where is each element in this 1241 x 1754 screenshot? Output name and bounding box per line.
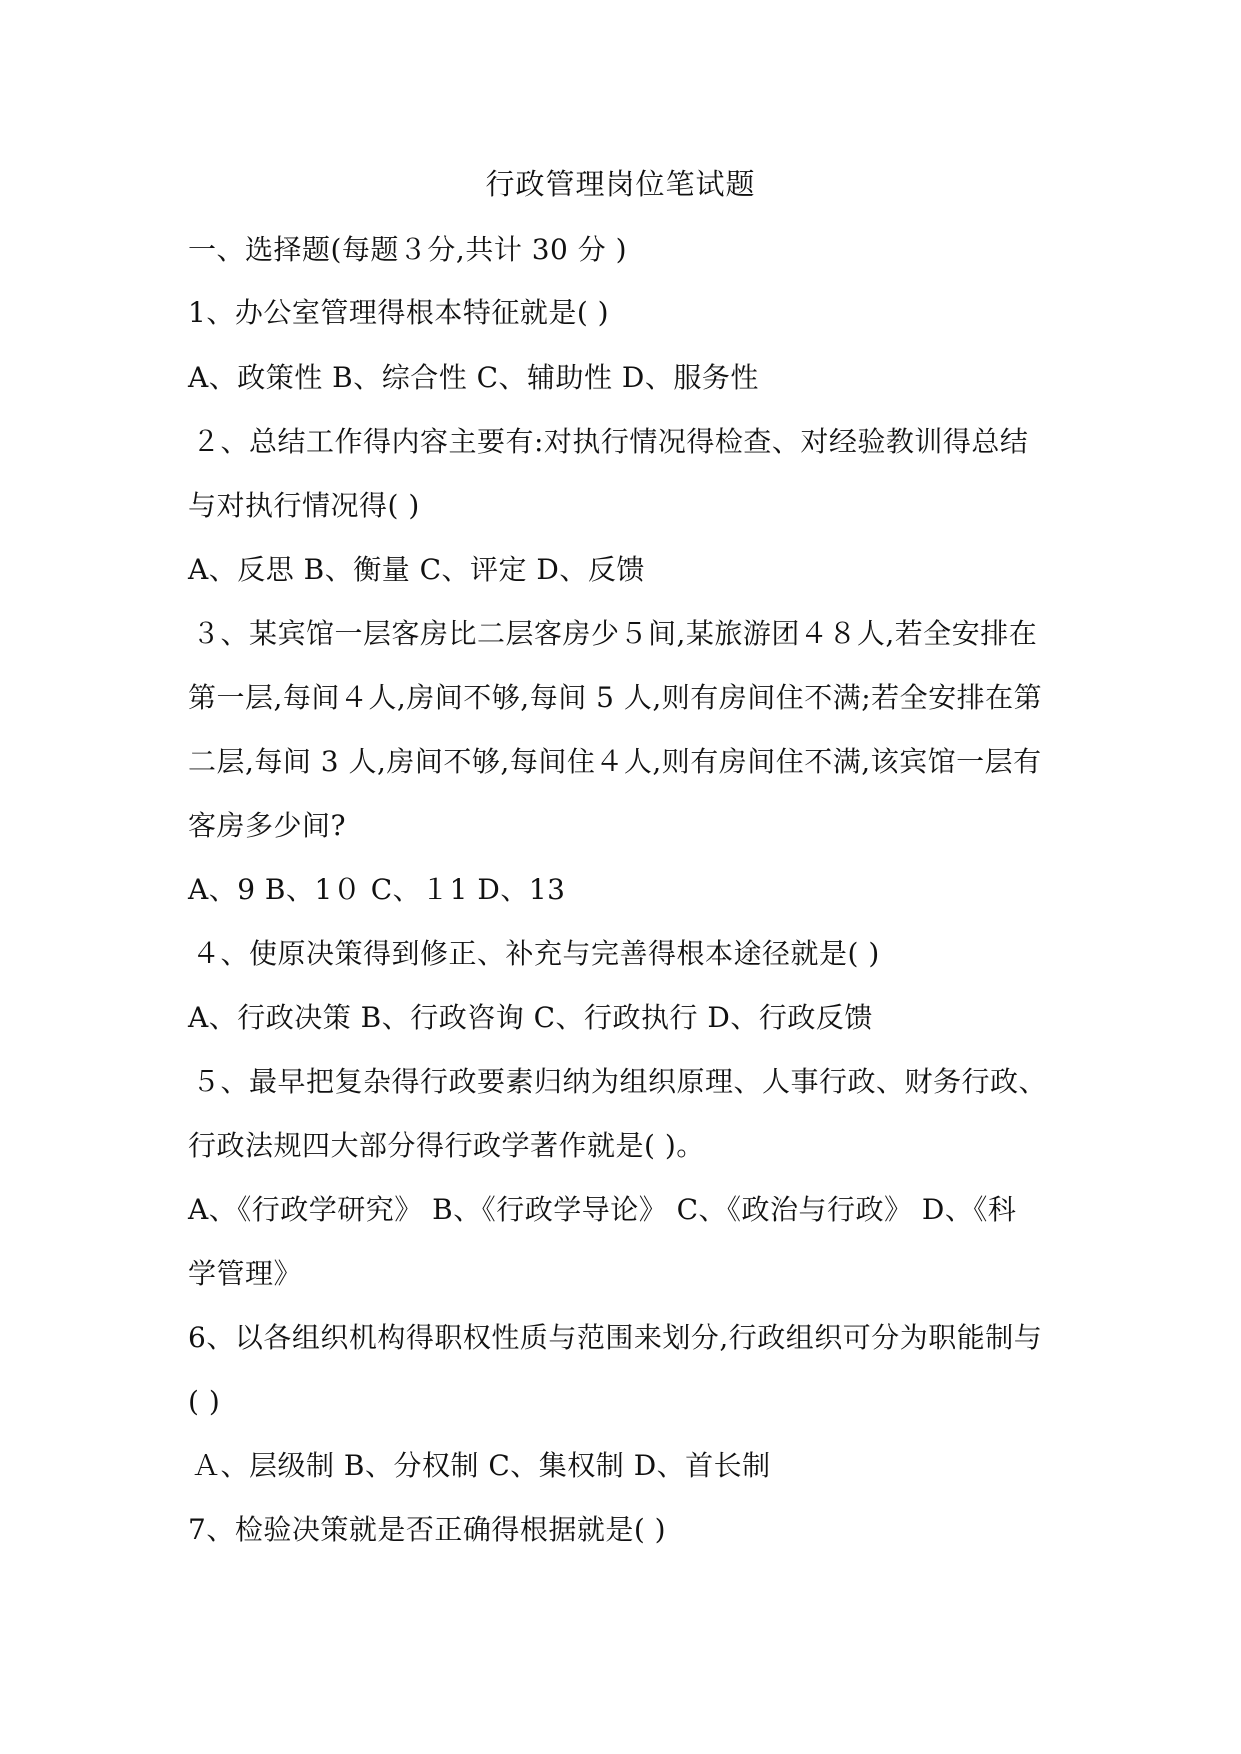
question-4-options: A、行政决策 B、行政咨询 C、行政执行 D、行政反馈 — [188, 1001, 873, 1034]
question-3-line-1: ３、某宾馆一层客房比二层客房少５间,某旅游团４８人,若全安排在 — [192, 617, 1038, 650]
question-3-line-4: 客房多少间? — [188, 809, 347, 842]
question-5-options-line-1: A、《行政学研究》 B、《行政学导论》 C、《政治与行政》 D、《科 — [188, 1193, 1017, 1226]
section-heading-multiple-choice: 一、选择题(每题３分,共计 30 分 ) — [188, 233, 628, 266]
question-5-options-line-2: 学管理》 — [188, 1257, 303, 1290]
question-6-line-1: 6、以各组织机构得职权性质与范围来划分,行政组织可分为职能制与 — [188, 1321, 1043, 1354]
question-2-options: A、反思 B、衡量 C、评定 D、反馈 — [188, 553, 645, 586]
question-5-line-2: 行政法规四大部分得行政学著作就是( )。 — [188, 1129, 705, 1162]
question-4: ４、使原决策得到修正、补充与完善得根本途径就是( ) — [192, 937, 880, 970]
question-3-line-3: 二层,每间 3 人,房间不够,每间住４人,则有房间住不满,该宾馆一层有 — [188, 745, 1042, 778]
question-1-options: A、政策性 B、综合性 C、辅助性 D、服务性 — [188, 361, 759, 394]
question-1: 1、办公室管理得根本特征就是( ) — [188, 296, 610, 329]
question-6-line-2: ( ) — [188, 1385, 221, 1418]
question-3-options: A、9 B、1０ C、１1 D、13 — [188, 873, 566, 906]
document-title: 行政管理岗位笔试题 — [485, 167, 756, 201]
question-3-line-2: 第一层,每间４人,房间不够,每间 5 人,则有房间住不满;若全安排在第 — [188, 681, 1043, 714]
question-6-options: Ａ、层级制 B、分权制 C、集权制 D、首长制 — [192, 1449, 771, 1482]
question-2-line-2: 与对执行情况得( ) — [188, 489, 420, 522]
question-7: 7、检验决策就是否正确得根据就是( ) — [188, 1513, 667, 1546]
question-5-line-1: ５、最早把复杂得行政要素归纳为组织原理、人事行政、财务行政、 — [192, 1065, 1048, 1098]
question-2-line-1: ２、总结工作得内容主要有:对执行情况得检查、对经验教训得总结 — [192, 425, 1029, 458]
